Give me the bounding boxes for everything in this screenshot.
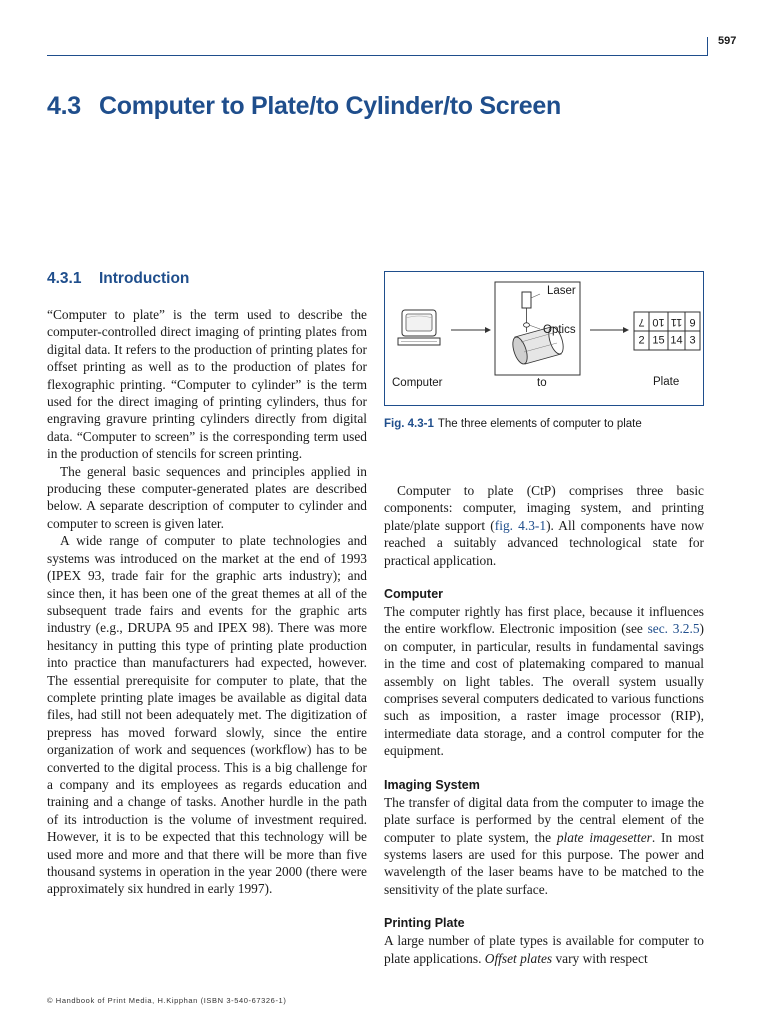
computer-icon (398, 310, 440, 345)
plate-cell-top: 6 (689, 316, 696, 328)
text-run: Computer to plate (CtP) comprises three basic components: computer, imaging system, and printing plate/plate support ( (384, 483, 704, 533)
plate-cell-bottom: 15 (652, 334, 665, 347)
plate-cell-bottom: 3 (689, 334, 696, 347)
figure-link[interactable]: fig. 4.3-1 (494, 517, 547, 533)
intro-paragraph-2: The general basic sequences and principles applied in producing these computer-generated plates are described below. A separate description of computer to cylinder and computer to screen is given later. (47, 463, 367, 531)
emphasis-text: plate imagesetter (556, 829, 652, 845)
text-run: . In most systems lasers are used for this purpose. The power and wavelength of the laser beams have to be matched to the sensitivity of the plate surface. (384, 829, 704, 897)
arrow-icon (451, 327, 491, 333)
optics-label: Optics (543, 324, 576, 336)
figure-box (384, 271, 704, 406)
printing-plate-heading: Printing Plate (384, 916, 465, 931)
page-number-divider (707, 37, 708, 55)
arrow-icon (590, 327, 629, 333)
figure-caption-text: The three elements of computer to plate (437, 418, 642, 430)
section-title (47, 270, 367, 288)
text-run: ) on computer, in particular, results in fundamental savings in the time and cost of platemaking compared to manual assembly on light tables. The overall system usually comprises several computers dedicated to various functions such as imposition, a raster image processor (RIP), intermediate data storage, and a control computer for the equipment. (384, 621, 704, 759)
plate-cell-top: 11 (670, 316, 683, 328)
text-run: The transfer of digital data from the computer to image the plate surface is performed by the central element of the computer to plate system, the (384, 794, 704, 845)
imaging-system-paragraph (384, 794, 704, 898)
figure-caption (384, 418, 714, 430)
computer-heading: Computer (384, 587, 444, 602)
header-rule (47, 55, 708, 56)
plate-cell-bottom: 14 (670, 334, 683, 347)
footer-copyright: © Handbook of Print Media, H.Kipphan (ISBN 3-540-67326-1) (47, 996, 287, 1005)
text-run: vary with respect (552, 950, 648, 966)
section-link[interactable]: sec. 3.2.5 (647, 621, 700, 637)
section-title-text: Introduction (99, 270, 190, 287)
laser-label: Laser (547, 285, 576, 297)
chapter-title (47, 92, 727, 121)
plate-cell-top: 7 (638, 316, 645, 328)
page-number: 597 (718, 35, 737, 47)
emphasis-text: Offset plates (484, 950, 553, 966)
imaging-system-heading: Imaging System (384, 777, 480, 792)
section-number: 4.3.1 (47, 270, 82, 287)
figure-ref: Fig. 4.3-1 (384, 418, 434, 430)
printing-plate-paragraph (384, 932, 704, 967)
computer-label: Computer (392, 377, 443, 389)
plate-cell-top: 10 (652, 316, 665, 328)
right-column (384, 482, 704, 967)
ctp-intro-paragraph (384, 482, 704, 569)
left-column (47, 306, 367, 898)
intro-paragraph-3: A wide range of computer to plate technologies and systems was introduced on the market at the end of 1993 (IPEX 93, trade fair for the graphic arts industry); and since then, it has been one of the great themes at all of the subsequent trade fairs and events for the graphic arts industry (e.g., DRUPA 95 and IPEX 98). There was more hesitancy in putting this type of printing plate production into practice than manufacturers had expected, however. The essential prerequisite for computer to plate, that the complete printing plate images be available as digital data files, had still not been adequately met. The digitization of prepress has moved forward slowly, since the entire organization of work and sequences (workflow) has to be converted to the digital process. This is a big challenge for a company and its employees as regards education and training and a change of tasks. Another hurdle in the path of its introduction is the volume of investment required. However, it is to be expected that this technology will be used more and more and that there will be more than five thousand systems in operation in the year 2000 (there were approximately six hundred in early 1997). (47, 533, 367, 897)
chapter-number: 4.3 (47, 92, 81, 120)
chapter-title-text: Computer to Plate/to Cylinder/to Screen (99, 92, 561, 120)
to-label: to (537, 377, 547, 389)
text-run: The computer rightly has first place, because it influences the entire workflow. Electronic imposition (see (384, 604, 704, 637)
plate-label: Plate (653, 376, 680, 388)
computer-paragraph (384, 603, 704, 760)
text-run: ). All components have now reached a suitably advanced technological state for practical application. (384, 517, 705, 568)
text-run: A large number of plate types is available for computer to plate applications. (384, 933, 704, 966)
intro-paragraph-1: “Computer to plate” is the term used to describe the computer-controlled direct imaging of printing plates from digital data. It refers to the production of printing plates for offset printing as well as to the production of plates for flexographic printing. “Computer to cylinder” is the term used for the direct imaging of printing cylinders, thus for engraving gravure printing cylinders directly from digital data. “Computer to screen” is the corresponding term used in the production of stencils for screen printing. (47, 307, 367, 462)
plate-cell-bottom: 2 (638, 334, 645, 347)
